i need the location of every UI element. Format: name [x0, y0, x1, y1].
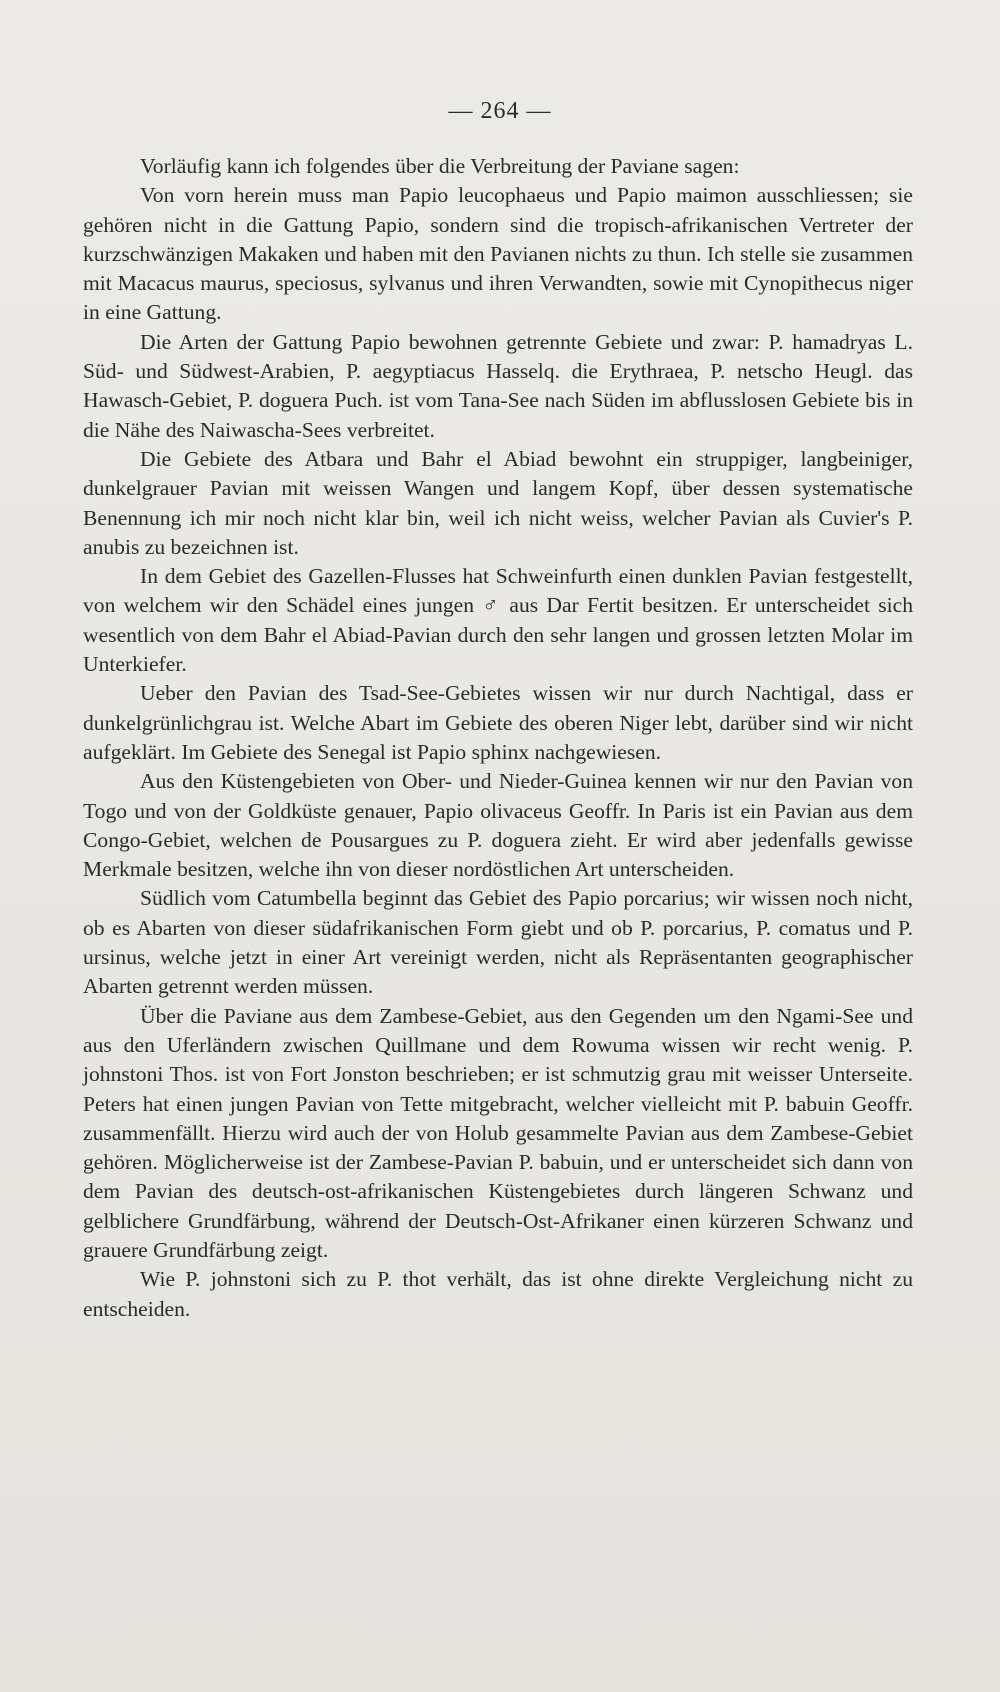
paragraph: Wie P. johnstoni sich zu P. thot verhält, das ist ohne direkte Vergleichung nicht zu entscheiden.	[83, 1267, 913, 1321]
page-number: — 264 —	[448, 98, 552, 124]
paragraph: Aus den Küstengebieten von Ober- und Nieder-Guinea kennen wir nur den Pavian von Togo und von der Goldküste genauer, Papio olivaceus Geoffr. In Paris ist ein Pavian aus dem Congo-Gebiet, welchen de Pousargues zu P. doguera zieht. Er wird aber jedenfalls gewisse Merkmale besitzen, welche ihn von dieser nordöstlichen Art unterscheiden.	[83, 769, 913, 882]
paragraph: Von vorn herein muss man Papio leucophaeus und Papio maimon ausschliessen; sie gehören nicht in die Gattung Papio, sondern sind die tropisch-afrikanischen Vertreter der kurzschwänzigen Makaken und haben mit den Pavianen nichts zu thun. Ich stelle sie zusammen mit Macacus maurus, speciosus, sylvanus und ihren Verwandten, sowie mit Cynopithecus niger in eine Gattung.	[83, 183, 913, 325]
paragraph: Über die Paviane aus dem Zambese-Gebiet, aus den Gegenden um den Ngami-See und aus den Uferländern zwischen Quillmane und dem Rowuma wissen wir recht wenig. P. johnstoni Thos. ist von Fort Jonston beschrieben; er ist schmutzig grau mit weisser Unterseite. Peters hat einen jungen Pavian von Tette mitgebracht, welcher vielleicht mit P. babuin Geoffr. zusammenfällt. Hierzu wird auch der von Holub gesammelte Pavian aus dem Zambese-Gebiet gehören. Möglicherweise ist der Zambese-Pavian P. babuin, und er unterscheidet sich dann von dem Pavian des deutsch-ost-afrikanischen Küstengebietes durch längeren Schwanz und gelblichere Grundfärbung, während der Deutsch-Ost-Afrikaner einen kürzeren Schwanz und grauere Grundfärbung zeigt.	[83, 1003, 913, 1262]
paragraph: Die Arten der Gattung Papio bewohnen getrennte Gebiete und zwar: P. hamadryas L. Süd- und Südwest-Arabien, P. aegyptiacus Hasselq. die Erythraea, P. netscho Heugl. das Hawasch-Gebiet, P. doguera Puch. ist vom Tana-See nach Süden im abflusslosen Gebiete bis in die Nähe des Naiwascha-Sees verbreitet.	[83, 329, 913, 442]
paragraph: Ueber den Pavian des Tsad-See-Gebietes wissen wir nur durch Nachtigal, dass er dunkelgrünlichgrau ist. Welche Abart im Gebiete des oberen Niger lebt, darüber sind wir nicht aufgeklärt. Im Gebiete des Senegal ist Papio sphinx nachgewiesen.	[83, 681, 913, 764]
paragraph: Südlich vom Catumbella beginnt das Gebiet des Papio porcarius; wir wissen noch nicht, ob es Abarten von dieser südafrikanischen Form giebt und ob P. porcarius, P. comatus und P. ursinus, welche jetzt in einer Art vereinigt werden, nicht als Repräsentanten geographischer Abarten getrennt werden müssen.	[83, 886, 913, 999]
body-text	[83, 152, 913, 1324]
paragraph: Die Gebiete des Atbara und Bahr el Abiad bewohnt ein struppiger, langbeiniger, dunkelgrauer Pavian mit weissen Wangen und langem Kopf, über dessen systematische Benennung ich mir noch nicht klar bin, weil ich nicht weiss, welcher Pavian als Cuvier's P. anubis zu bezeichnen ist.	[83, 446, 913, 559]
paragraph: Vorläufig kann ich folgendes über die Verbreitung der Paviane sagen:	[140, 154, 740, 178]
paragraph: In dem Gebiet des Gazellen-Flusses hat Schweinfurth einen dunklen Pavian festgestellt, von welchem wir den Schädel eines jungen ♂ aus Dar Fertit besitzen. Er unterscheidet sich wesentlich von dem Bahr el Abiad-Pavian durch den sehr langen und grossen letzten Molar im Unterkiefer.	[83, 564, 913, 677]
